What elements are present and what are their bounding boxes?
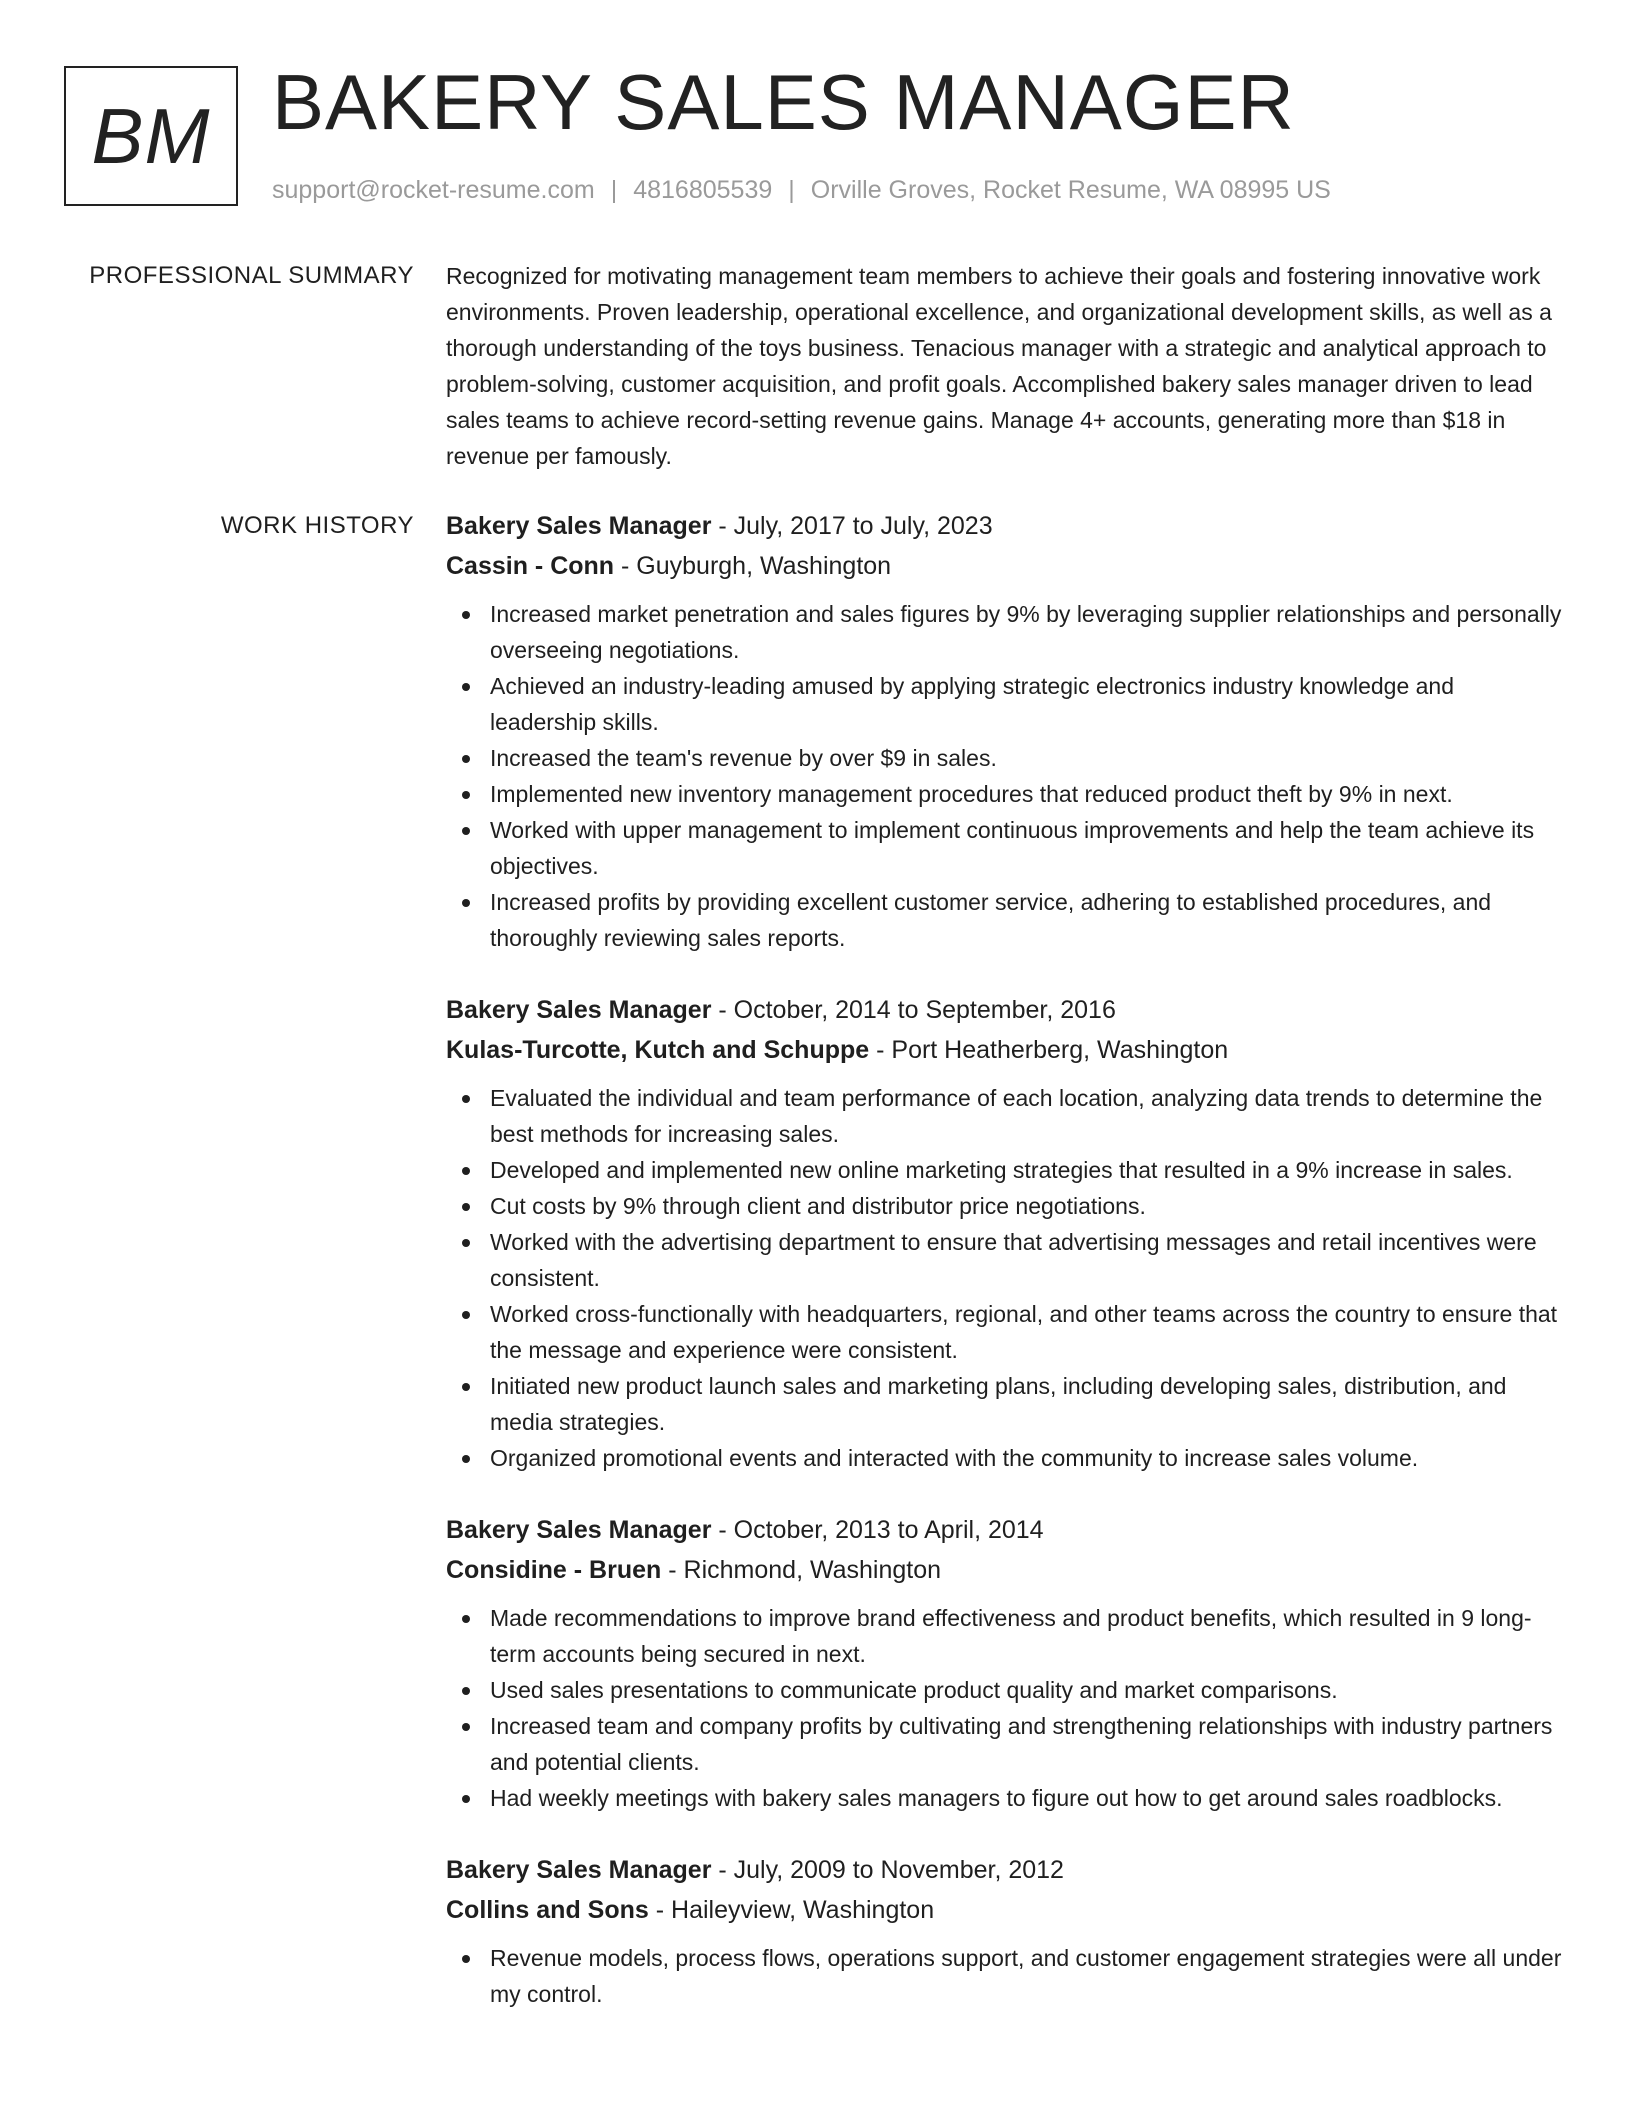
contact-separator: | bbox=[610, 176, 618, 204]
job-company-line bbox=[446, 1030, 1566, 1070]
resume-name: BAKERY SALES MANAGER bbox=[272, 58, 1295, 146]
contact-separator: | bbox=[788, 176, 795, 204]
job-location: - Port Heatherberg, Washington bbox=[869, 1036, 1229, 1064]
job-entry bbox=[446, 506, 1566, 956]
job-bullet-item: Achieved an industry-leading amused by applying strategic electronics industry knowledge and leadership skills. bbox=[446, 668, 1566, 740]
job-dates: - October, 2014 to September, 2016 bbox=[711, 996, 1116, 1024]
job-entry bbox=[446, 1510, 1566, 1816]
job-company: Cassin - Conn bbox=[446, 552, 615, 580]
job-entry bbox=[446, 1850, 1566, 2012]
contact-address: Orville Groves, Rocket Resume, WA 08995 US bbox=[810, 176, 1331, 204]
work-history-section bbox=[446, 506, 1566, 2046]
job-dates: - October, 2013 to April, 2014 bbox=[711, 1516, 1044, 1544]
monogram-badge: BM bbox=[64, 66, 238, 206]
contact-phone[interactable]: 4816805539 bbox=[633, 176, 773, 204]
job-bullet-list bbox=[446, 1600, 1566, 1816]
job-company: Kulas-Turcotte, Kutch and Schuppe bbox=[446, 1036, 870, 1064]
job-company: Collins and Sons bbox=[446, 1896, 649, 1924]
contact-line bbox=[272, 172, 1331, 208]
work-history-heading: WORK HISTORY bbox=[220, 512, 414, 539]
job-bullet-list bbox=[446, 1940, 1566, 2012]
job-bullet-item: Worked with the advertising department to ensure that advertising messages and retail incentives were consistent. bbox=[446, 1224, 1566, 1296]
job-bullet-item: Initiated new product launch sales and marketing plans, including developing sales, distribution, and media strategies. bbox=[446, 1368, 1566, 1440]
job-company: Considine - Bruen bbox=[446, 1556, 662, 1584]
job-bullet-item: Increased team and company profits by cultivating and strengthening relationships with industry partners and potential clients. bbox=[446, 1708, 1566, 1780]
job-title: Bakery Sales Manager bbox=[446, 512, 712, 540]
job-bullet-item: Worked with upper management to implement continuous improvements and help the team achieve its objectives. bbox=[446, 812, 1566, 884]
job-title-line bbox=[446, 506, 1566, 546]
summary-heading: PROFESSIONAL SUMMARY bbox=[89, 262, 414, 289]
job-bullet-list bbox=[446, 596, 1566, 956]
contact-email[interactable]: support@rocket-resume.com bbox=[272, 176, 595, 204]
job-bullet-item: Cut costs by 9% through client and distributor price negotiations. bbox=[446, 1188, 1566, 1224]
job-title: Bakery Sales Manager bbox=[446, 1856, 712, 1884]
job-bullet-item: Had weekly meetings with bakery sales managers to figure out how to get around sales roadblocks. bbox=[446, 1780, 1566, 1816]
job-bullet-item: Evaluated the individual and team performance of each location, analyzing data trends to determine the best methods for increasing sales. bbox=[446, 1080, 1566, 1152]
job-bullet-item: Implemented new inventory management procedures that reduced product theft by 9% in next. bbox=[446, 776, 1566, 812]
job-bullet-item: Developed and implemented new online marketing strategies that resulted in a 9% increase in sales. bbox=[446, 1152, 1566, 1188]
job-bullet-item: Increased market penetration and sales figures by 9% by leveraging supplier relationships and personally overseeing negotiations. bbox=[446, 596, 1566, 668]
job-company-line bbox=[446, 1550, 1566, 1590]
job-bullet-item: Made recommendations to improve brand effectiveness and product benefits, which resulted in 9 long-term accounts being secured in next. bbox=[446, 1600, 1566, 1672]
job-title-line bbox=[446, 990, 1566, 1030]
summary-text: Recognized for motivating management team members to achieve their goals and fostering innovative work environments. Proven leadership, operational excellence, and organizational development skills, as well as a thorough understanding of the toys business. Tenacious manager with a strategic and analytical approach to problem-solving, customer acquisition, and profit goals. Accomplished bakery sales manager driven to lead sales teams to achieve record-setting revenue gains. Manage 4+ accounts, generating more than $18 in revenue per famously. bbox=[446, 263, 1552, 469]
job-bullet-item: Organized promotional events and interacted with the community to increase sales volume. bbox=[446, 1440, 1566, 1476]
job-bullet-item: Increased profits by providing excellent customer service, adhering to established procedures, and thoroughly reviewing sales reports. bbox=[446, 884, 1566, 956]
job-company-line bbox=[446, 546, 1566, 586]
job-dates: - July, 2017 to July, 2023 bbox=[711, 512, 993, 540]
job-title: Bakery Sales Manager bbox=[446, 996, 712, 1024]
job-location: - Haileyview, Washington bbox=[648, 1896, 935, 1924]
job-location: - Guyburgh, Washington bbox=[614, 552, 892, 580]
job-bullet-item: Revenue models, process flows, operations support, and customer engagement strategies were all under my control. bbox=[446, 1940, 1566, 2012]
job-location: - Richmond, Washington bbox=[661, 1556, 942, 1584]
job-company-line bbox=[446, 1890, 1566, 1930]
job-title-line bbox=[446, 1510, 1566, 1550]
summary-section bbox=[446, 258, 1566, 474]
job-bullet-item: Used sales presentations to communicate product quality and market comparisons. bbox=[446, 1672, 1566, 1708]
job-bullet-item: Worked cross-functionally with headquarters, regional, and other teams across the country to ensure that the message and experience were consistent. bbox=[446, 1296, 1566, 1368]
job-entry bbox=[446, 990, 1566, 1476]
job-bullet-item: Increased the team's revenue by over $9 in sales. bbox=[446, 740, 1566, 776]
job-dates: - July, 2009 to November, 2012 bbox=[711, 1856, 1064, 1884]
job-bullet-list bbox=[446, 1080, 1566, 1476]
job-title: Bakery Sales Manager bbox=[446, 1516, 712, 1544]
job-title-line bbox=[446, 1850, 1566, 1890]
